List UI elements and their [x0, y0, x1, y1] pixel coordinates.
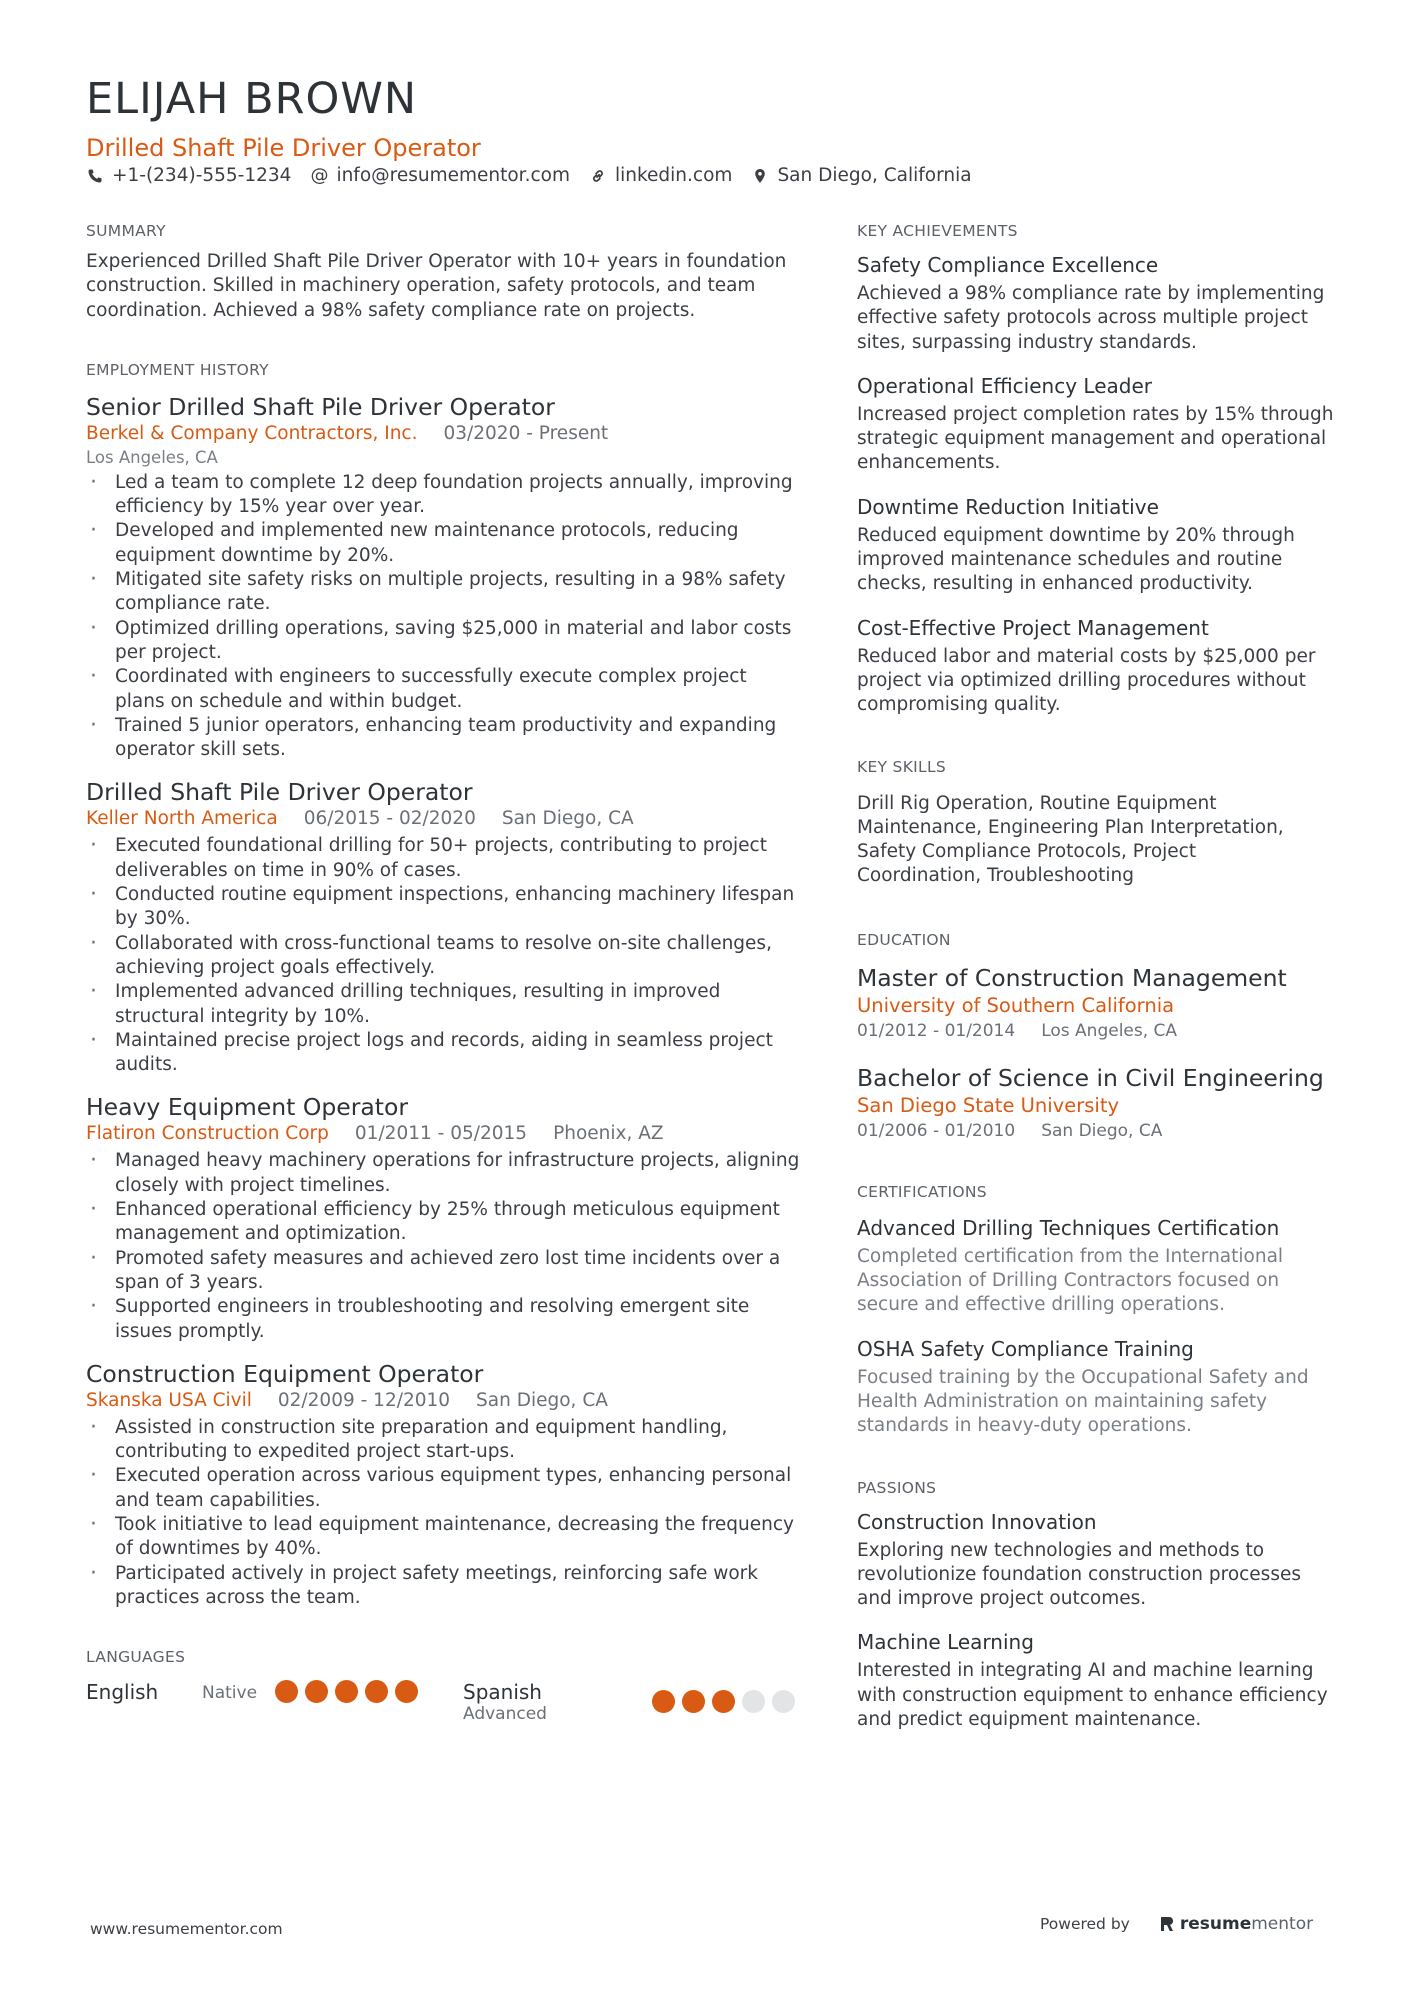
rating-dot-filled	[305, 1680, 328, 1703]
achievement-item	[857, 373, 1337, 476]
achievement-item	[857, 494, 1337, 597]
achievement-title: Cost-Effective Project Management	[857, 615, 1209, 640]
job-bullet: · Took initiative to lead equipment maintenance, decreasing the frequency of downtimes by 40%.	[86, 1513, 800, 1562]
certification-text: Completed certification from the International Association of Drilling Contractors focused on secure and effective drilling operations.	[857, 1245, 1284, 1316]
certifications-list	[857, 1215, 1337, 1439]
rating-dot-filled	[712, 1690, 735, 1713]
job-bullet: · Implemented advanced drilling techniques, resulting in improved structural integrity by 10%.	[86, 980, 800, 1029]
passions-label: PASSIONS	[857, 1478, 937, 1497]
education-school: University of Southern California	[857, 993, 1175, 1017]
job-bullet: · Coordinated with engineers to successfully execute complex project plans on schedule and within budget.	[86, 665, 800, 714]
job-meta	[86, 1388, 800, 1414]
job-bullet: · Optimized drilling operations, saving $25,000 in material and labor costs per project.	[86, 617, 800, 666]
achievement-text: Reduced labor and material costs by $25,000 per project via optimized drilling procedures without compromising quality.	[857, 645, 1316, 716]
education-degree: Master of Construction Management	[857, 963, 1287, 992]
education-location: San Diego, CA	[1041, 1120, 1163, 1141]
contact-email[interactable]	[310, 165, 570, 186]
job-location: San Diego, CA	[501, 808, 634, 830]
languages-list	[86, 1680, 800, 1736]
job-bullet: · Mitigated site safety risks on multiple projects, resulting in a 98% safety compliance rate.	[86, 568, 800, 617]
job-bullet: · Led a team to complete 12 deep foundation projects annually, improving efficiency by 15% year over year.	[86, 471, 800, 520]
job-bullet: · Assisted in construction site preparation and equipment handling, contributing to expedited project start-ups.	[86, 1416, 800, 1465]
resumementor-logo-icon	[1160, 1916, 1174, 1932]
contact-linkedin[interactable]	[589, 165, 732, 186]
location-pin-icon	[751, 167, 769, 185]
job-bullet: · Maintained precise project logs and records, aiding in seamless project audits.	[86, 1029, 800, 1078]
rating-dot-empty	[742, 1690, 765, 1713]
achievements-list	[857, 252, 1337, 718]
passion-text: Interested in integrating AI and machine learning with construction equipment to enhance efficiency and predict equipment maintenance.	[857, 1660, 1328, 1731]
achievement-title: Downtime Reduction Initiative	[857, 494, 1159, 519]
passion-title: Construction Innovation	[857, 1509, 1097, 1534]
language-level: Advanced	[463, 1704, 547, 1725]
job-bullets	[86, 1416, 800, 1610]
achievement-text: Achieved a 98% compliance rate by implementing effective safety protocols across multiple project sites, surpassing industry standards.	[857, 283, 1325, 353]
summary-label: SUMMARY	[86, 222, 166, 240]
achievement-text: Reduced equipment downtime by 20% through improved maintenance schedules and routine checks, resulting in enhanced productivity.	[857, 524, 1295, 595]
achievement-title: Safety Compliance Excellence	[857, 253, 1159, 277]
certification-item	[857, 1336, 1337, 1439]
footer-website[interactable]: www.resumementor.com	[90, 1920, 283, 1938]
education-item	[857, 963, 1337, 1043]
skills-text: Drill Rig Operation, Routine Equipment Maintenance, Engineering Plan Interpretation, Safety Compliance Protocols, Project Coordination, Troubleshooting	[857, 792, 1284, 887]
rating-dot-filled	[395, 1680, 418, 1703]
job-entry	[86, 393, 800, 763]
job-bullets	[86, 834, 800, 1077]
employment-label: EMPLOYMENT HISTORY	[86, 360, 269, 379]
job-dates: 01/2011 - 05/2015	[354, 1123, 528, 1145]
job-dates: 02/2009 - 12/2010	[277, 1389, 451, 1411]
linkedin-text: linkedin.com	[614, 165, 733, 186]
education-dates: 01/2006 - 01/2010	[857, 1120, 1016, 1141]
passion-item	[857, 1629, 1337, 1732]
rating-dot-empty	[772, 1690, 795, 1713]
job-title: Heavy Equipment Operator	[86, 1093, 409, 1122]
job-location: Los Angeles, CA	[86, 447, 218, 467]
certification-title: OSHA Safety Compliance Training	[857, 1336, 1194, 1361]
contact-bar	[86, 165, 991, 186]
job-company: Flatiron Construction Corp	[86, 1123, 329, 1145]
language-level: Native	[202, 1683, 258, 1704]
job-bullet: · Promoted safety measures and achieved zero lost time incidents over a span of 3 years.	[86, 1247, 800, 1296]
powered-by-text: Powered by	[1040, 1915, 1130, 1933]
skills-label: KEY SKILLS	[857, 757, 947, 776]
certification-item	[857, 1215, 1337, 1318]
education-list	[857, 963, 1337, 1143]
job-location: San Diego, CA	[476, 1389, 608, 1411]
achievement-item	[857, 252, 1337, 355]
summary-text: Experienced Drilled Shaft Pile Driver Operator with 10+ years in foundation construction. Skilled in machinery operation, safety protocols, and team coordination. Achieved a 98% safety compliance rate on projects.	[86, 251, 787, 321]
education-meta	[857, 1019, 1337, 1043]
job-bullet: · Enhanced operational efficiency by 25% through meticulous equipment management and optimization.	[86, 1198, 800, 1247]
candidate-title: Drilled Shaft Pile Driver Operator	[86, 134, 481, 162]
phone-text: +1-(234)-555-1234	[112, 165, 292, 186]
rating-dot-filled	[365, 1680, 388, 1703]
job-bullet: · Executed operation across various equipment types, enhancing personal and team capabilities.	[86, 1464, 800, 1513]
job-bullet: · Collaborated with cross-functional teams to resolve on-site challenges, achieving project goals effectively.	[86, 932, 800, 981]
job-location: Phoenix, AZ	[553, 1123, 664, 1145]
rating-dot-filled	[682, 1690, 705, 1713]
rating-dot-filled	[275, 1680, 298, 1703]
job-meta	[86, 421, 800, 447]
language-item	[463, 1680, 547, 1724]
job-company: Keller North America	[86, 808, 278, 830]
at-icon: @	[310, 165, 329, 186]
education-location: Los Angeles, CA	[1041, 1020, 1178, 1041]
achievements-label: KEY ACHIEVEMENTS	[857, 222, 1018, 240]
education-item	[857, 1063, 1337, 1143]
certification-title: Advanced Drilling Techniques Certification	[857, 1215, 1280, 1240]
passion-title: Machine Learning	[857, 1630, 1034, 1655]
certification-text: Focused training by the Occupational Safety and Health Administration on maintaining safety standards in heavy-duty operations.	[857, 1366, 1309, 1437]
email-text: info@resumementor.com	[336, 165, 570, 186]
job-bullet: · Supported engineers in troubleshooting and resolving emergent site issues promptly.	[86, 1295, 800, 1344]
achievement-text: Increased project completion rates by 15% through strategic equipment management and operational enhancements.	[857, 403, 1334, 474]
job-bullet: · Executed foundational drilling for 50+ projects, contributing to project deliverables on time in 90% of cases.	[86, 834, 800, 883]
phone-icon	[86, 167, 104, 185]
job-title: Construction Equipment Operator	[86, 1359, 484, 1388]
job-bullet: · Developed and implemented new maintenance protocols, reducing equipment downtime by 20%.	[86, 519, 800, 568]
resumementor-logo[interactable]: resume mentor	[1160, 1914, 1313, 1934]
rating-dot-filled	[652, 1690, 675, 1713]
left-column	[86, 222, 800, 1736]
job-title: Senior Drilled Shaft Pile Driver Operator	[86, 392, 555, 421]
link-icon	[589, 167, 607, 185]
candidate-name: ELIJAH BROWN	[86, 74, 418, 124]
rating-dot-filled	[335, 1680, 358, 1703]
education-meta	[857, 1119, 1337, 1143]
languages-label: LANGUAGES	[86, 1648, 186, 1667]
job-meta	[86, 806, 800, 832]
language-rating	[652, 1690, 802, 1713]
passions-list	[857, 1509, 1337, 1733]
job-dates: 03/2020 - Present	[443, 422, 609, 444]
education-school: San Diego State University	[857, 1093, 1120, 1117]
job-bullet: · Participated actively in project safety meetings, reinforcing safe work practices across the team.	[86, 1562, 800, 1611]
education-dates: 01/2012 - 01/2014	[857, 1020, 1016, 1041]
job-dates: 06/2015 - 02/2020	[303, 808, 476, 830]
footer-brand	[1040, 1914, 1313, 1934]
job-entry	[86, 1093, 800, 1343]
job-bullets	[86, 471, 800, 763]
job-bullet: · Conducted routine equipment inspections, enhancing machinery lifespan by 30%.	[86, 883, 800, 932]
education-degree: Bachelor of Science in Civil Engineering	[857, 1063, 1324, 1092]
certifications-label: CERTIFICATIONS	[857, 1182, 987, 1201]
education-label: EDUCATION	[857, 930, 951, 949]
job-company: Berkel & Company Contractors, Inc.	[86, 422, 418, 444]
right-column	[857, 222, 1337, 1732]
job-company: Skanska USA Civil	[86, 1389, 252, 1411]
contact-location	[751, 165, 971, 186]
job-bullets	[86, 1149, 800, 1343]
location-text: San Diego, California	[777, 165, 972, 186]
passion-item	[857, 1509, 1337, 1612]
job-bullet: · Managed heavy machinery operations for infrastructure projects, aligning closely with project timelines.	[86, 1149, 800, 1198]
job-bullet: · Trained 5 junior operators, enhancing team productivity and expanding operator skill sets.	[86, 714, 800, 763]
achievement-item	[857, 615, 1337, 718]
job-entry	[86, 1360, 800, 1610]
language-item	[86, 1680, 158, 1704]
contact-phone[interactable]	[86, 165, 291, 186]
achievement-title: Operational Efficiency Leader	[857, 373, 1152, 398]
job-entry	[86, 778, 800, 1077]
language-rating	[275, 1680, 425, 1703]
language-name: English	[86, 1680, 159, 1705]
passion-text: Exploring new technologies and methods to revolutionize foundation construction processes and improve project outcomes.	[857, 1539, 1301, 1610]
job-title: Drilled Shaft Pile Driver Operator	[86, 778, 473, 807]
employment-list	[86, 393, 800, 1610]
language-name: Spanish	[463, 1680, 542, 1705]
job-meta	[86, 1121, 800, 1147]
